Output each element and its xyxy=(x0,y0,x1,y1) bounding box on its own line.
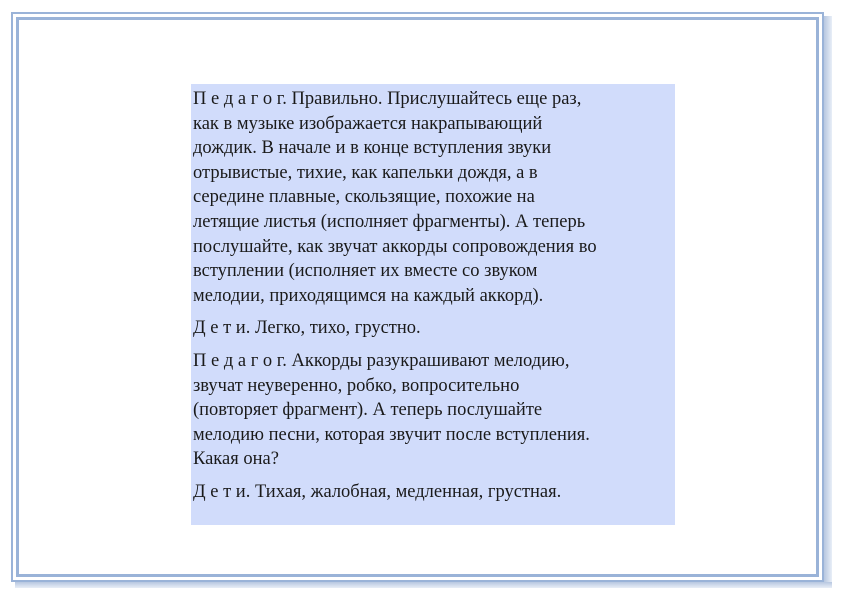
dialogue-paragraph-children-1 xyxy=(193,316,673,341)
speaker-label: Д е т и. xyxy=(193,318,251,339)
dialogue-paragraph-teacher-2 xyxy=(193,349,673,472)
dialogue-text-box xyxy=(191,84,675,525)
paragraph-text: Тихая, жалобная, медленная, грустная. xyxy=(250,481,562,502)
speaker-label: Д е т и. xyxy=(193,481,251,502)
speaker-label: П е д а г о г. xyxy=(193,89,287,109)
dialogue-paragraph-children-2 xyxy=(193,480,673,505)
paragraph-text: Легко, тихо, грустно. xyxy=(250,318,421,339)
paragraph-text: Аккорды разукрашивают мелодию, звучат неуверенно, робко, вопросительно (повторяет фрагмент). А теперь послушайте мелодию песни, которая звучит после вступления. Какая она? xyxy=(193,350,590,470)
frame-shadow-right xyxy=(824,16,832,586)
frame-shadow-bottom xyxy=(15,582,832,588)
speaker-label: П е д а г о г. xyxy=(193,350,287,371)
paragraph-text: Правильно. Прислушайтесь еще раз, как в музыке изображается накрапывающий дождик. В начале и в конце вступления звуки отрывистые, тихие, как капельки дождя, а в середине плавные, скользящие, похожие на летящие листья (исполняет фрагменты). А теперь послушайте, как звучат аккорды сопровождения во вступлении (исполняет их вместе со звуком мелодии, приходящимся на каждый аккорд). xyxy=(193,89,597,306)
dialogue-paragraph-teacher-1 xyxy=(193,87,673,308)
